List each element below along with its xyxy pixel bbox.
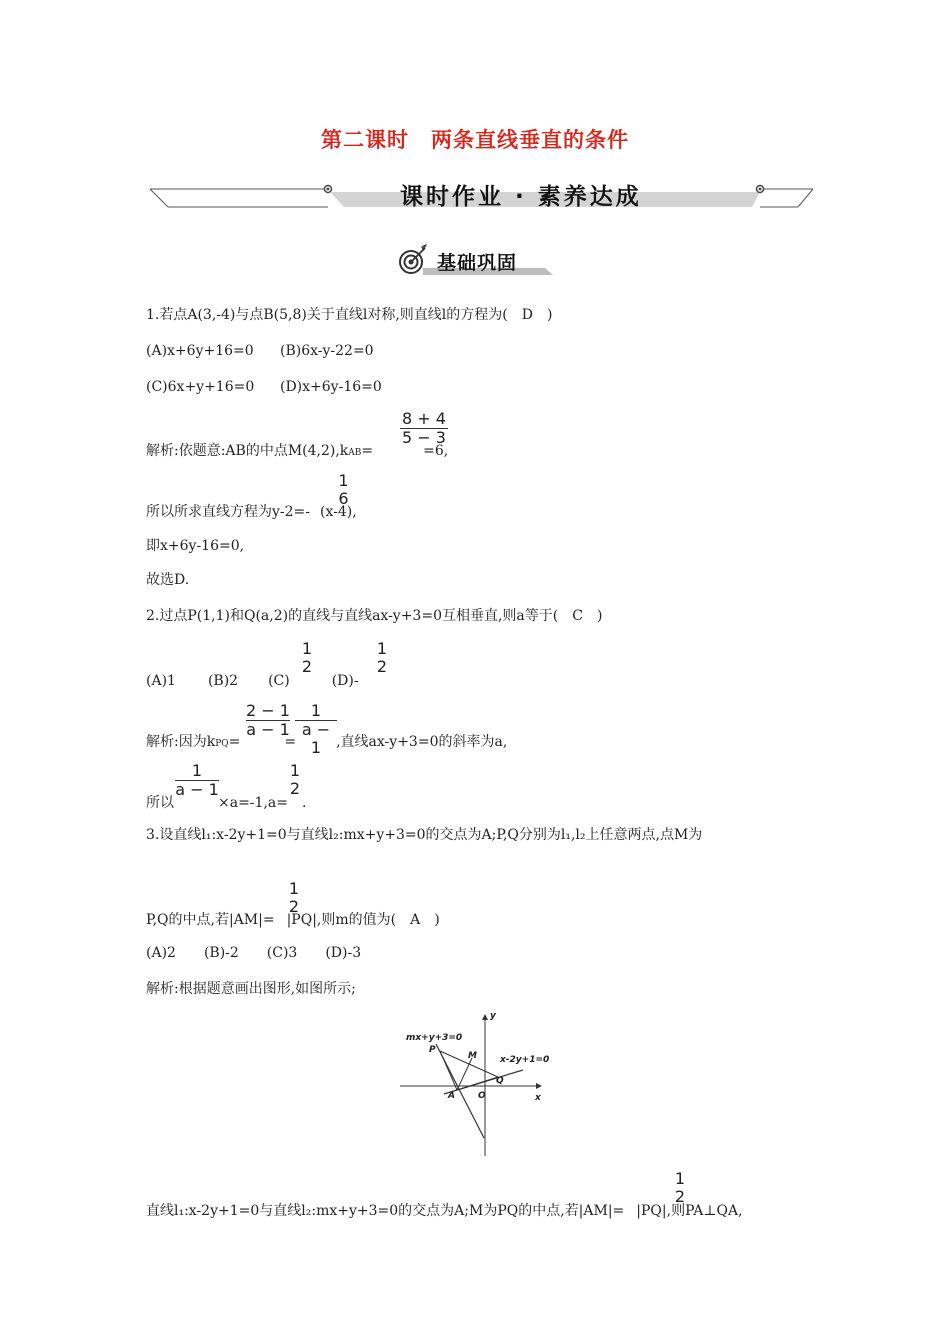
svg-text:A: A [448,1091,455,1101]
q2-option-d: (D)- [331,673,359,689]
svg-text:mx+y+3=0: mx+y+3=0 [406,1033,463,1043]
q2-option-d-fraction: 1 2 [376,639,388,676]
q3-solution-1: 解析:根据题意画出图形,如图所示; [146,981,356,997]
segment-ap [440,1051,457,1090]
segment-am [457,1058,472,1090]
q2-fraction-pq-simplified: 1 a − 1 [295,702,337,757]
q3-fraction-half: 1 2 [288,879,300,916]
q2-fraction-pq-slope: 2 − 1 a − 1 [246,701,290,739]
q1-option-a: (A)x+6y+16=0 [146,343,254,359]
q2-options [146,672,359,690]
svg-text:x: x [535,1093,541,1103]
q1-solution-4: 故选D. [146,572,190,588]
page-title: 第二课时 两条直线垂直的条件 [321,128,629,152]
svg-text:O: O [478,1091,486,1101]
banner-title: 课时作业 · 素养达成 [400,184,642,210]
q1-stem: 1.若点A(3,-4)与点B(5,8)关于直线l对称,则直线l的方程为( D ) [146,307,553,323]
svg-text:Q: Q [496,1076,504,1086]
svg-text:M: M [468,1051,477,1061]
q2-solution-2: 所以 ×a=-1,a= . [146,795,307,811]
q2-fraction-answer: 1 2 [289,761,301,798]
q2-option-a: (A)1 [146,673,176,689]
q1-solution-2: 所以所求直线方程为y-2=- (x-4), [146,504,357,520]
q3-solution-fraction: 1 2 [674,1169,686,1206]
q3-options: (A)2 (B)-2 (C)3 (D)-3 [146,945,362,961]
q1-solution-3: 即x+6y-16=0, [146,538,245,554]
q2-option-c-fraction: 1 2 [301,639,313,676]
svg-text:x-2y+1=0: x-2y+1=0 [500,1055,550,1065]
q3-stem-2: P,Q的中点,若|AM|= |PQ|,则m的值为( A ) [146,912,440,928]
q1-fraction-slope: 8 + 4 5 − 3 [400,410,448,447]
svg-text:P: P [429,1045,436,1055]
segment-aq [457,1077,498,1090]
q2-stem: 2.过点P(1,1)和Q(a,2)的直线与直线ax-y+3=0互相垂直,则a等于( C ) [146,608,603,624]
q2-option-b: (B)2 [207,673,239,689]
q1-solution-1: 解析:依题意:AB的中点M(4,2),kAB= =6, [146,443,449,459]
q1-option-b: (B)6x-y-22=0 [280,343,374,359]
q3-solution-2: 直线l₁:x-2y+1=0与直线l₂:mx+y+3=0的交点为A;M为PQ的中点,若|AM|= |PQ|,则PA⊥QA, [146,1203,743,1219]
q2-option-c: (C) [268,673,290,689]
q1-option-d: (D)x+6y-16=0 [280,379,382,395]
q3-figure [398,1010,553,1160]
q2-fraction-product: 1 a − 1 [175,761,219,799]
svg-text:y: y [490,1011,496,1021]
q1-fraction-sixth: 1 6 [338,471,349,508]
q3-stem-1: 3.设直线l₁:x-2y+1=0与直线l₂:mx+y+3=0的交点为A;P,Q分别为l₁,l₂上任意两点,点M为 [146,827,703,843]
q1-option-c: (C)6x+y+16=0 [146,379,255,395]
q2-solution-1: 解析:因为kPQ= = ,直线ax-y+3=0的斜率为a, [146,734,508,750]
section-title: 基础巩固 [437,252,518,274]
